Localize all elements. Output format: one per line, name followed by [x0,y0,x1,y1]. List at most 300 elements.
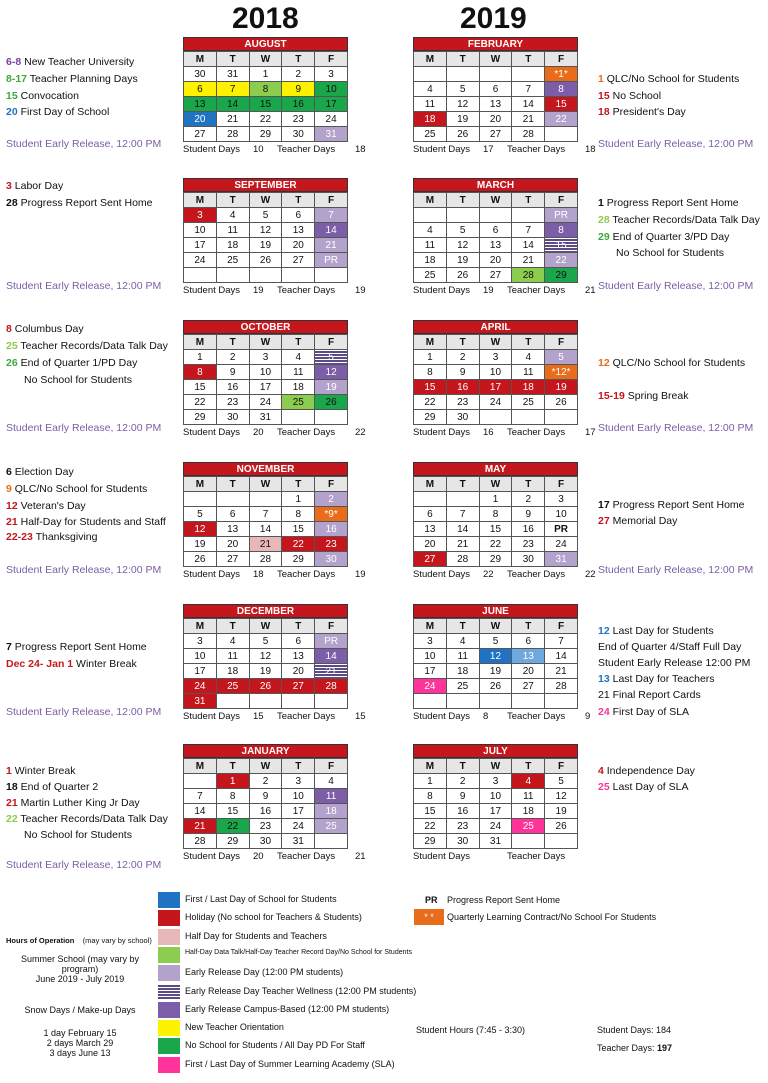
event-text: End of Quarter 3/PD Day [609,231,730,243]
event-date: 29 [598,231,610,243]
weekday-header: M [184,52,217,67]
day-cell [545,127,578,142]
weekday-header: F [545,52,578,67]
event-date: 28 [6,197,18,209]
day-cell: 4 [282,350,315,365]
day-cell: 20 [282,238,315,253]
weekday-header: M [414,477,447,492]
event-text: Columbus Day [11,323,84,335]
event-line [598,499,745,511]
teacher-days-label: Teacher Days [507,851,566,862]
early-release-right: Student Early Release, 12:00 PM [598,280,754,292]
day-cell: 20 [217,537,250,552]
event-line [6,340,168,352]
day-cell [282,410,315,425]
day-cell: 18 [282,380,315,395]
day-cell: 5 [480,634,513,649]
day-cell: 14 [512,238,545,253]
day-cell [480,694,513,709]
day-cell: 29 [414,834,447,849]
teacher-days-count: 9 [585,711,591,722]
day-cell: 16 [315,522,348,537]
weekday-header: M [184,759,217,774]
day-cell [282,694,315,709]
student-days-label: Student Days [183,427,241,438]
weekday-header: M [184,477,217,492]
teacher-days-label: Teacher Days [277,427,336,438]
event-text: Progress Report Sent Home [11,641,147,653]
event-text: No School for Students [24,829,132,841]
month-sep [183,178,366,296]
legend-label: Holiday (No school for Teachers & Students) [185,912,362,923]
day-cell [447,67,480,82]
day-cell: 1 [414,350,447,365]
student-hours: Student Hours (7:45 - 3:30) [416,1025,526,1035]
event-date: 21 [6,516,18,528]
day-cell: 1 [414,774,447,789]
day-cell: 9 [447,789,480,804]
month-footer [183,285,366,296]
day-cell: 2 [512,492,545,507]
legend-swatch [158,1057,180,1073]
event-line [6,483,147,495]
legend-pr-code: PR [425,895,438,905]
event-text: Last Day for Teachers [609,673,715,685]
day-cell: 13 [217,522,250,537]
month-grid [183,758,348,849]
month-footer [413,427,596,438]
event-date: 3 [6,180,12,192]
day-cell: 30 [447,410,480,425]
day-cell: 25 [217,253,250,268]
event-text: Memorial Day [609,515,678,527]
early-release-left: Student Early Release, 12:00 PM [6,859,162,871]
legend-label: Early Release Campus-Based (12:00 PM students) [185,1003,390,1014]
day-cell: 6 [480,223,513,238]
weekday-header: F [315,52,348,67]
day-cell: 20 [480,253,513,268]
day-cell: 25 [315,819,348,834]
teacher-days-label: Teacher Days [507,711,566,722]
day-cell: 19 [447,253,480,268]
day-cell: 2 [447,350,480,365]
weekday-header: T [512,193,545,208]
legend-swatch [158,929,180,945]
student-days-label: Student Days [183,569,241,580]
event-line [598,390,688,402]
event-line [6,357,137,369]
weekday-header: F [545,619,578,634]
day-cell: 16 [217,380,250,395]
event-line [598,625,714,637]
day-cell: *9* [315,507,348,522]
makeup-line-2: 2 days March 29 [46,1038,114,1048]
teacher-days-label: Teacher Days [507,569,566,580]
student-days-count: 20 [253,851,264,862]
month-grid [413,51,578,142]
event-text: First Day of SLA [609,706,690,718]
month-jul [413,744,578,862]
day-cell: 24 [414,679,447,694]
legend-swatch [158,947,180,963]
day-cell: 11 [512,789,545,804]
weekday-header: T [217,477,250,492]
weekday-header: M [414,619,447,634]
day-cell: 1 [480,492,513,507]
day-cell: 14 [217,97,250,112]
month-title: NOVEMBER [183,462,348,476]
day-cell: 15 [545,238,578,253]
day-cell: 2 [217,350,250,365]
event-text: Teacher Records/Data Talk Day [609,214,760,226]
month-title: AUGUST [183,37,348,51]
student-days-label: Student Days [413,711,471,722]
month-oct [183,320,366,438]
day-cell [512,834,545,849]
day-cell: 4 [217,208,250,223]
day-cell [315,834,348,849]
legend-swatch [158,965,180,981]
day-cell: 24 [184,253,217,268]
day-cell [447,694,480,709]
day-cell: 26 [545,395,578,410]
day-cell: 23 [217,395,250,410]
event-date: 12 [598,625,610,637]
legend-label: New Teacher Orientation [185,1022,284,1033]
day-cell [315,694,348,709]
month-footer [413,144,596,155]
day-cell: 10 [250,365,283,380]
event-line [6,781,98,793]
teacher-days-count: 17 [585,427,596,438]
student-days-count: 17 [483,144,494,155]
day-cell: 17 [250,380,283,395]
month-footer [183,144,366,155]
event-line [6,765,75,777]
day-cell: 6 [414,507,447,522]
day-cell: 3 [184,208,217,223]
day-cell: 28 [184,834,217,849]
day-cell: 28 [315,679,348,694]
day-cell: 7 [512,82,545,97]
day-cell: 19 [545,380,578,395]
event-line [598,673,715,685]
day-cell: 28 [545,679,578,694]
weekday-header: F [545,477,578,492]
day-cell: 1 [250,67,283,82]
day-cell: 13 [184,97,217,112]
day-cell: 17 [414,664,447,679]
day-cell: 10 [480,365,513,380]
weekday-header: F [315,193,348,208]
month-grid [183,618,348,709]
weekday-header: T [447,619,480,634]
day-cell: 22 [545,253,578,268]
day-cell: 17 [480,804,513,819]
event-date: 22-23 [6,531,33,543]
day-cell [250,492,283,507]
event-date: 28 [598,214,610,226]
weekday-header: W [250,335,283,350]
student-days-label: Student Days [413,569,471,580]
month-title: MAY [413,462,578,476]
day-cell: 13 [480,97,513,112]
hours-of-operation [6,936,152,945]
day-cell: 20 [512,664,545,679]
event-text: Election Day [11,466,74,478]
weekday-header: F [545,193,578,208]
event-text: QLC/No School for Students [609,357,746,369]
day-cell: 21 [315,664,348,679]
student-days-count: 19 [253,285,264,296]
month-grid [413,618,578,709]
day-cell: 29 [184,410,217,425]
legend-label: First / Last Day of Summer Learning Academy (SLA) [185,1058,395,1069]
student-days-count: 8 [483,711,489,722]
day-cell: 22 [480,537,513,552]
event-date: 8-17 [6,73,28,85]
event-line [598,781,688,793]
day-cell: 21 [184,819,217,834]
day-cell: 12 [250,649,283,664]
event-date: 26 [6,357,18,369]
student-days-count: 18 [253,569,264,580]
month-title: OCTOBER [183,320,348,334]
legend-swatch [158,1020,180,1036]
weekday-header: M [414,52,447,67]
day-cell: 10 [414,649,447,664]
day-cell: 24 [184,679,217,694]
event-line [6,180,63,192]
day-cell: 8 [217,789,250,804]
student-days-count: 20 [253,427,264,438]
legend-label: Early Release Day Teacher Wellness (12:00 PM students) [185,985,417,996]
day-cell: 6 [282,634,315,649]
day-cell: 12 [545,789,578,804]
day-cell: 21 [217,112,250,127]
event-line [6,797,140,809]
day-cell: 21 [512,253,545,268]
day-cell: 30 [184,67,217,82]
event-text: Teacher Records/Data Talk Day [17,813,168,825]
day-cell: 14 [315,649,348,664]
month-dec [183,604,366,722]
makeup-line-3: 3 days June 13 [49,1048,111,1058]
day-cell: 21 [250,537,283,552]
event-text: First Day of School [17,106,110,118]
weekday-header: W [480,193,513,208]
day-cell: 6 [480,82,513,97]
event-text: Progress Report Sent Home [17,197,153,209]
day-cell: 17 [315,97,348,112]
day-cell: 14 [250,522,283,537]
weekday-header: F [545,335,578,350]
weekday-header: W [250,619,283,634]
day-cell: 11 [512,365,545,380]
day-cell: 9 [282,82,315,97]
weekday-header: T [512,759,545,774]
day-cell: *12* [545,365,578,380]
event-line [6,197,153,209]
event-text: Teacher Planning Days [27,73,138,85]
student-days-label: Student Days [183,285,241,296]
day-cell: 20 [282,664,315,679]
weekday-header: W [250,52,283,67]
day-cell: 23 [315,537,348,552]
event-line [6,90,79,102]
day-cell: 24 [480,395,513,410]
day-cell: 22 [217,819,250,834]
day-cell: 12 [480,649,513,664]
event-text: No School for Students [616,247,724,259]
day-cell: *1* [545,67,578,82]
day-cell: 27 [414,552,447,567]
day-cell: 29 [480,552,513,567]
day-cell: 17 [282,804,315,819]
day-cell [282,268,315,283]
event-line [24,829,132,841]
day-cell: 11 [217,649,250,664]
day-cell: 29 [414,410,447,425]
day-cell: 27 [184,127,217,142]
early-release-left: Student Early Release, 12:00 PM [6,280,162,292]
day-cell: 18 [217,664,250,679]
teacher-days-count: 19 [355,285,366,296]
event-line [598,197,739,209]
teacher-days-count: 22 [585,569,596,580]
event-text: Winter Break [11,765,76,777]
day-cell: 7 [512,223,545,238]
month-footer [183,851,366,862]
day-cell: 5 [184,507,217,522]
day-cell: 28 [217,127,250,142]
day-cell: 2 [282,67,315,82]
day-cell: 4 [447,634,480,649]
month-jun [413,604,591,722]
month-grid [413,192,578,283]
day-cell: 18 [447,664,480,679]
teacher-days-label: Teacher Days [277,711,336,722]
day-cell: 10 [184,649,217,664]
month-footer [183,427,366,438]
legend-swatch [158,1038,180,1054]
month-footer [413,569,596,580]
weekday-header: T [282,759,315,774]
day-cell: 5 [315,350,348,365]
day-cell: 11 [217,223,250,238]
month-footer [413,285,596,296]
day-cell: 4 [217,634,250,649]
day-cell: 8 [545,223,578,238]
day-cell [512,694,545,709]
event-date: 8 [6,323,12,335]
month-jan [183,744,366,862]
day-cell: 23 [512,537,545,552]
day-cell: 6 [282,208,315,223]
day-cell: 31 [250,410,283,425]
event-date: 6-8 [6,56,22,68]
weekday-header: T [512,477,545,492]
early-release-right: Student Early Release, 12:00 PM [598,138,754,150]
summer-line-3: June 2019 - July 2019 [35,974,125,984]
student-days-count: 15 [253,711,264,722]
day-cell: 15 [282,522,315,537]
month-grid [413,334,578,425]
day-cell: 21 [545,664,578,679]
day-cell: 8 [414,365,447,380]
hours-note: (may vary by school) [82,936,152,945]
day-cell: PR [545,522,578,537]
student-days-label: Student Days [183,851,241,862]
teacher-days-count: 21 [355,851,366,862]
day-cell: 3 [480,350,513,365]
weekday-header: M [184,335,217,350]
summer-line-2: program) [61,964,99,974]
event-text: President's Day [609,106,686,118]
day-cell [512,67,545,82]
event-date: 21 [6,797,18,809]
day-cell [414,208,447,223]
teacher-days-count: 22 [355,427,366,438]
day-cell: 15 [414,804,447,819]
day-cell: 6 [217,507,250,522]
day-cell: 1 [217,774,250,789]
day-cell: 5 [447,223,480,238]
day-cell: 3 [250,350,283,365]
day-cell: 30 [447,834,480,849]
legend-qlc-swatch: * * [414,909,444,925]
day-cell: 25 [512,395,545,410]
day-cell: 8 [250,82,283,97]
day-cell: 21 [447,537,480,552]
day-cell: 8 [480,507,513,522]
day-cell: 22 [250,112,283,127]
day-cell: 9 [512,507,545,522]
day-cell [545,694,578,709]
day-cell [250,694,283,709]
day-cell: 14 [512,97,545,112]
day-cell: 30 [282,127,315,142]
day-cell: 19 [480,664,513,679]
day-cell: 28 [250,552,283,567]
student-days-label: Student Days [413,851,471,862]
legend-swatch [158,984,180,1000]
weekday-header: T [282,619,315,634]
day-cell: 15 [414,380,447,395]
day-cell: 21 [512,112,545,127]
event-text: Martin Luther King Jr Day [17,797,140,809]
month-title: SEPTEMBER [183,178,348,192]
day-cell [315,410,348,425]
month-may [413,462,596,580]
day-cell: 11 [414,97,447,112]
early-release-right: Student Early Release, 12:00 PM [598,422,754,434]
event-line [6,73,138,85]
day-cell: 14 [545,649,578,664]
day-cell: 29 [282,552,315,567]
day-cell: 29 [217,834,250,849]
day-cell: 4 [512,350,545,365]
teacher-days-count: 21 [585,285,596,296]
student-days-label: Student Days [183,144,241,155]
event-date: 13 [598,673,610,685]
teacher-days-count: 15 [355,711,366,722]
day-cell: 9 [250,789,283,804]
day-cell: 25 [414,127,447,142]
event-date: 24 [598,706,610,718]
event-date: 4 [598,765,604,777]
day-cell: 30 [217,410,250,425]
